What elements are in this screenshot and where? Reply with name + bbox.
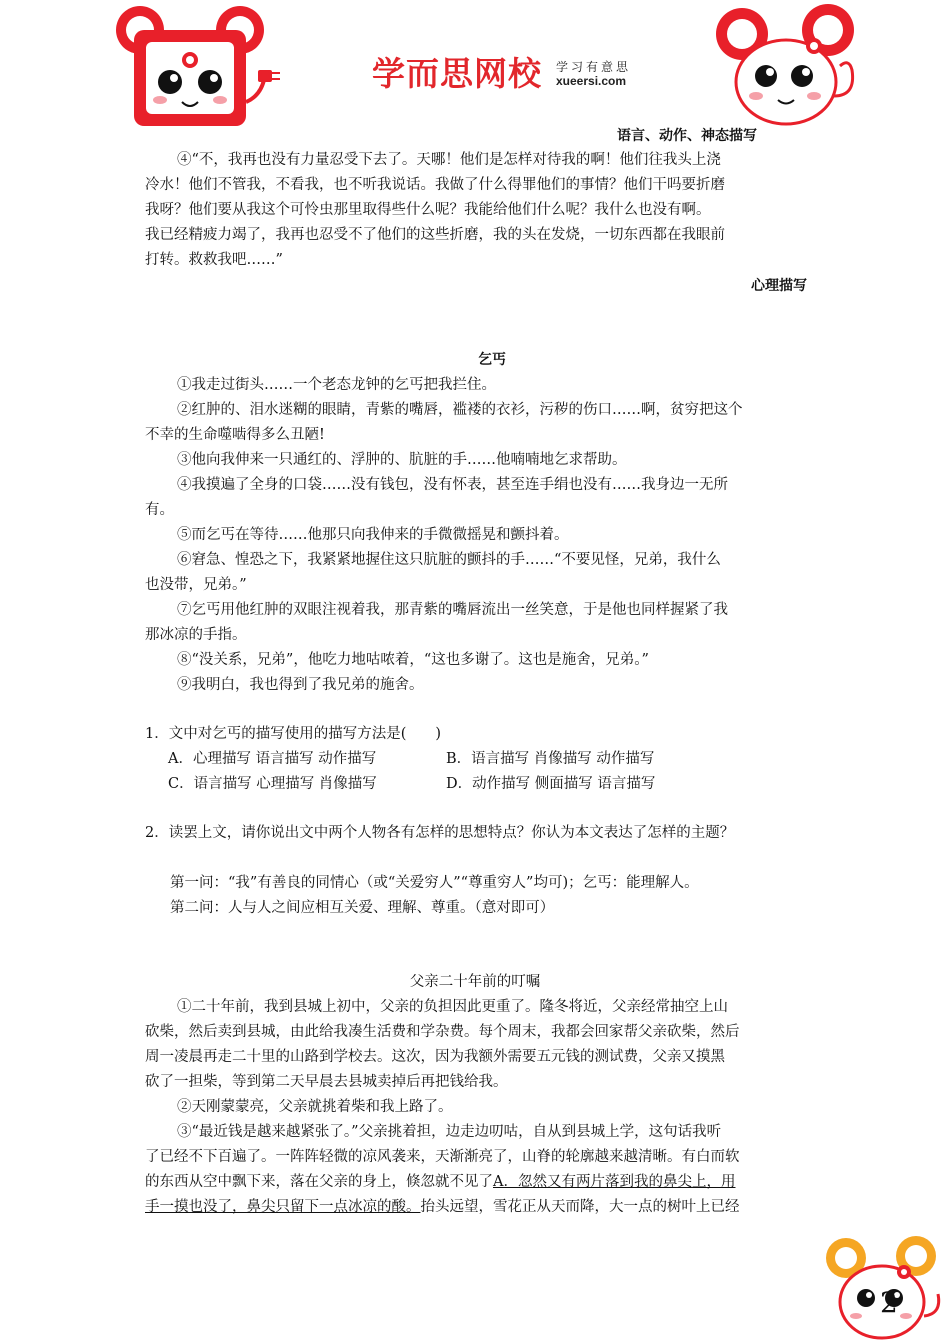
paragraph-line: 冷水！他们不管我，不看我，也不听我说话。我做了什么得罪他们的事情？他们干吗要折磨 [145, 177, 725, 193]
option-b: B．语言描写 肖像描写 动作描写 [446, 751, 655, 767]
paragraph-line: ②天刚蒙蒙亮，父亲就挑着柴和我上路了。 [177, 1099, 453, 1115]
question-2: 2．读罢上文，请你说出文中两个人物各有怎样的思想特点？你认为本文表达了怎样的主题？ [145, 825, 735, 841]
paragraph-line: 砍了一担柴，等到第二天早晨去县城卖掉后再把钱给我。 [145, 1074, 508, 1090]
paragraph-line: 我呀？他们要从我这个可怜虫那里取得些什么呢？我能给他们什么呢？我什么也没有啊。 [145, 202, 711, 218]
paragraph-line: ⑦乞丐用他红肿的双眼注视着我，那青紫的嘴唇流出一丝笑意，于是他也同样握紧了我 [177, 602, 728, 618]
underlined-sentence-a: 手一摸也没了，鼻尖只留下一点冰凉的酸。 [145, 1199, 421, 1215]
page-number: 2 [880, 1286, 898, 1319]
paragraph-line: ①我走过街头……一个老态龙钟的乞丐把我拦住。 [177, 377, 496, 393]
paragraph-line: ⑥窘急、惶恐之下，我紧紧地握住这只肮脏的颤抖的手……“不要见怪，兄弟，我什么 [177, 552, 721, 568]
paragraph-line: ④我摸遍了全身的口袋……没有钱包，没有怀表，甚至连手绢也没有……我身边一无所 [177, 477, 728, 493]
brand-url: xueersi.com [556, 74, 627, 88]
brand-slogan: 学习有意思 [556, 60, 632, 74]
paragraph-line: ③他向我伸来一只通红的、浮肿的、肮脏的手……他喃喃地乞求帮助。 [177, 452, 627, 468]
paragraph-line: 不幸的生命噬啮得多么丑陋! [145, 427, 325, 443]
paragraph-line: 那冰凉的手指。 [145, 627, 247, 643]
paragraph-line: 砍柴，然后卖到县城，由此给我凑生活费和学杂费。每个周末，我都会回家帮父亲砍柴，然后 [145, 1024, 740, 1040]
passage-title: 父亲二十年前的叮嘱 [409, 974, 541, 990]
mascot-left-icon [112, 2, 282, 132]
paragraph-line: ⑤而乞丐在等待……他那只向我伸来的手微微摇晃和颤抖着。 [177, 527, 569, 543]
brand-title: 学而思网校 [372, 54, 542, 93]
paragraph-line: ④“不，我再也没有力量忍受下去了。天哪！他们是怎样对待我的啊！他们往我头上浇 [177, 152, 721, 168]
option-c: C．语言描写 心理描写 肖像描写 [168, 776, 377, 792]
paragraph-line: ⑧“没关系，兄弟”，他吃力地咕哝着，“这也多谢了。这也是施舍，兄弟。” [177, 652, 649, 668]
paragraph-line: ⑨我明白，我也得到了我兄弟的施舍。 [177, 677, 424, 693]
section-label-speech: 语言、动作、神态描写 [617, 128, 757, 144]
underlined-sentence-a: A．忽然又有两片落到我的鼻尖上，用 [493, 1174, 736, 1190]
paragraph-line: 我已经精疲力竭了，我再也忍受不了他们的这些折磨，我的头在发烧，一切东西都在我眼前 [145, 227, 725, 243]
paragraph-line: ①二十年前，我到县城上初中，父亲的负担因此更重了。隆冬将近，父亲经常抽空上山 [177, 999, 728, 1015]
passage-title: 乞丐 [478, 352, 506, 368]
paragraph-line: ③“最近钱是越来越紧张了。”父亲挑着担，边走边叨咕，自从到县城上学，这句话我听 [177, 1124, 722, 1140]
answer-2: 第二问：人与人之间应相互关爱、理解、尊重。（意对即可） [170, 900, 555, 916]
text-plain: 抬头远望，雪花正从天而降，大一点的树叶上已经 [420, 1199, 740, 1215]
section-label-psychology: 心理描写 [751, 278, 807, 294]
paragraph-line: ②红肿的、泪水迷糊的眼睛，青紫的嘴唇，褴褛的衣衫，污秽的伤口……啊，贫穷把这个 [177, 402, 743, 418]
text-plain: 的东西从空中飘下来，落在父亲的身上，倏忽就不见了 [145, 1174, 493, 1190]
paragraph-line: 了已经不下百遍了。一阵阵轻微的凉风袭来，天渐渐亮了，山脊的轮廓越来越清晰。有白而软 [145, 1149, 740, 1165]
paragraph-line: 周一凌晨再走二十里的山路到学校去。这次，因为我额外需要五元钱的测试费，父亲又摸黑 [145, 1049, 725, 1065]
paragraph-line [145, 1170, 807, 1195]
paragraph-line: 打转。救救我吧……” [145, 252, 283, 268]
mascot-right-icon [710, 0, 870, 130]
answer-1: 第一问：“我”有善良的同情心（或“关爱穷人”“尊重穷人”均可)；乞丐：能理解人。 [170, 875, 699, 891]
paragraph-line [145, 1195, 807, 1220]
option-d: D．动作描写 侧面描写 语言描写 [446, 776, 656, 792]
option-a: A．心理描写 语言描写 动作描写 [168, 751, 377, 767]
question-1: 1．文中对乞丐的描写使用的描写方法是( ) [145, 726, 442, 742]
paragraph-line: 也没带，兄弟。” [145, 577, 247, 593]
paragraph-line: 有。 [145, 502, 174, 518]
